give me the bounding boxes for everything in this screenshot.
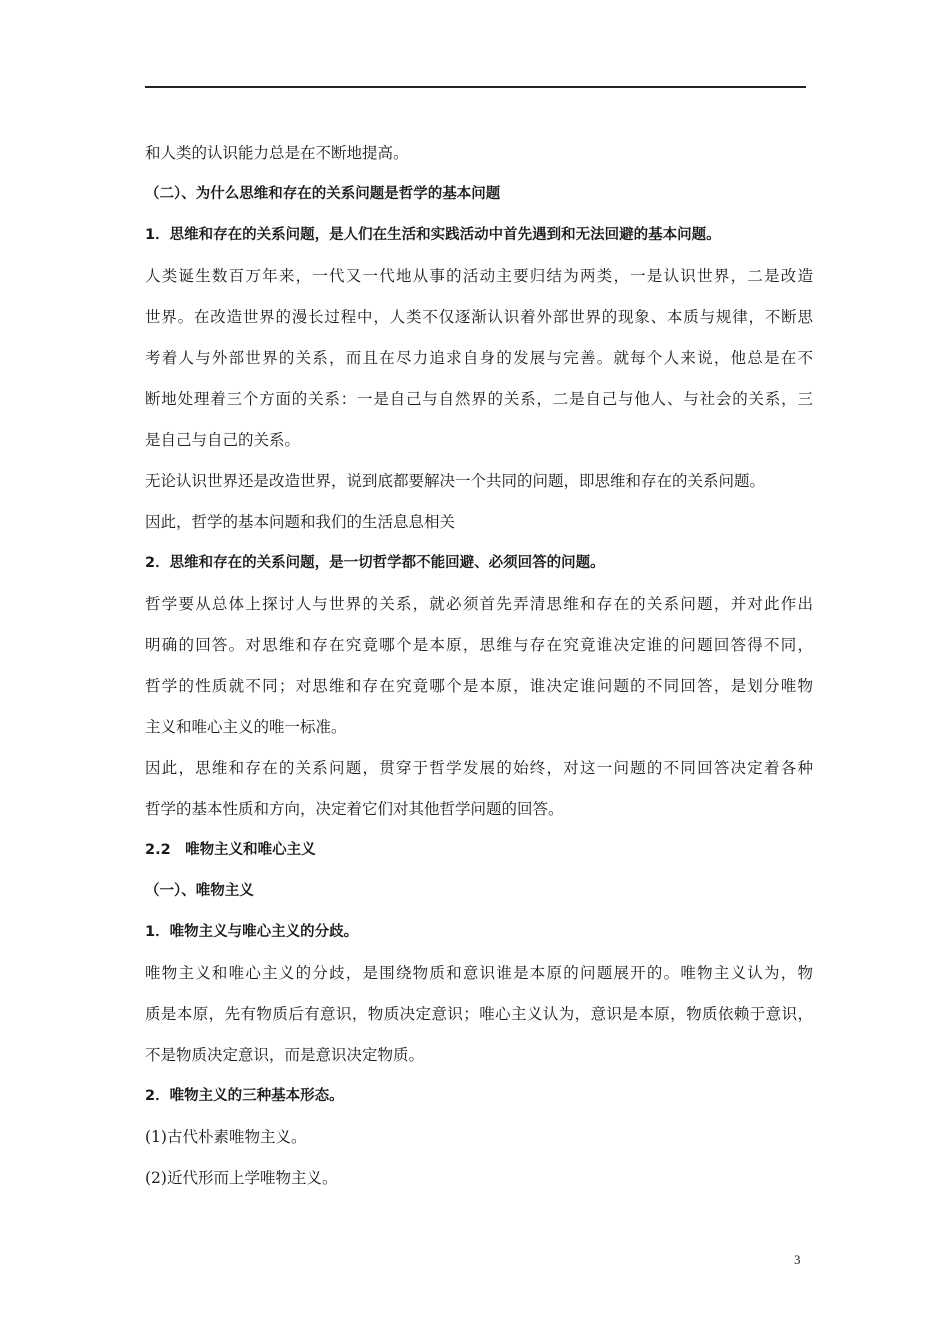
heading-line: 2．唯物主义的三种基本形态。 <box>145 1088 344 1104</box>
paragraph-line: 人类诞生数百万年来，一代又一代地从事的活动主要归结为两类，一是认识世界，二是改造 <box>145 267 813 285</box>
paragraph-line: 因此，思维和存在的关系问题，贯穿于哲学发展的始终，对这一问题的不同回答决定着各种 <box>145 759 813 777</box>
paragraph-line: 世界。在改造世界的漫长过程中，人类不仅逐渐认识着外部世界的现象、本质与规律，不断思 <box>145 308 813 326</box>
page-number: 3 <box>794 1252 801 1267</box>
paragraph-line: 是自己与自己的关系。 <box>145 431 301 449</box>
paragraph-line: 主义和唯心主义的唯一标准。 <box>145 718 347 736</box>
paragraph-line: 不是物质决定意识，而是意识决定物质。 <box>145 1046 425 1064</box>
paragraph-line: 无论认识世界还是改造世界，说到底都要解决一个共同的问题，即思维和存在的关系问题。 <box>145 472 766 490</box>
paragraph-line: (1)古代朴素唯物主义。 <box>145 1128 307 1146</box>
paragraph-line: (2)近代形而上学唯物主义。 <box>145 1169 338 1187</box>
paragraph-line: 考着人与外部世界的关系，而且在尽力追求自身的发展与完善。就每个人来说，他总是在不 <box>145 349 813 367</box>
paragraph-line: 哲学的性质就不同；对思维和存在究竟哪个是本原，谁决定谁问题的不同回答，是划分唯物 <box>145 677 813 695</box>
heading-line: （二）、为什么思维和存在的关系问题是哲学的基本问题 <box>145 186 501 202</box>
paragraph-line: 断地处理着三个方面的关系：一是自己与自然界的关系，二是自己与他人、与社会的关系，三 <box>145 390 813 408</box>
heading-line: 2．思维和存在的关系问题，是一切哲学都不能回避、必须回答的问题。 <box>145 555 605 571</box>
paragraph-line: 因此，哲学的基本问题和我们的生活息息相关 <box>145 513 456 531</box>
document-body <box>145 133 813 1199</box>
paragraph-line: 哲学要从总体上探讨人与世界的关系，就必须首先弄清思维和存在的关系问题，并对此作出 <box>145 595 813 613</box>
paragraph-line: 和人类的认识能力总是在不断地提高。 <box>145 144 409 162</box>
heading-line: 2.2 唯物主义和唯心主义 <box>145 842 316 858</box>
paragraph-line: 哲学的基本性质和方向，决定着它们对其他哲学问题的回答。 <box>145 800 564 818</box>
paragraph-line: 唯物主义和唯心主义的分歧，是围绕物质和意识谁是本原的问题展开的。唯物主义认为，物 <box>145 964 813 982</box>
heading-line: （一）、唯物主义 <box>145 883 254 899</box>
header-rule <box>145 86 806 88</box>
paragraph-line: 质是本原，先有物质后有意识，物质决定意识；唯心主义认为，意识是本原，物质依赖于意识， <box>145 1005 813 1023</box>
heading-line: 1．唯物主义与唯心主义的分歧。 <box>145 924 359 940</box>
paragraph-line: 明确的回答。对思维和存在究竟哪个是本原，思维与存在究竟谁决定谁的问题回答得不同， <box>145 636 813 654</box>
heading-line: 1．思维和存在的关系问题，是人们在生活和实践活动中首先遇到和无法回避的基本问题。 <box>145 227 721 243</box>
